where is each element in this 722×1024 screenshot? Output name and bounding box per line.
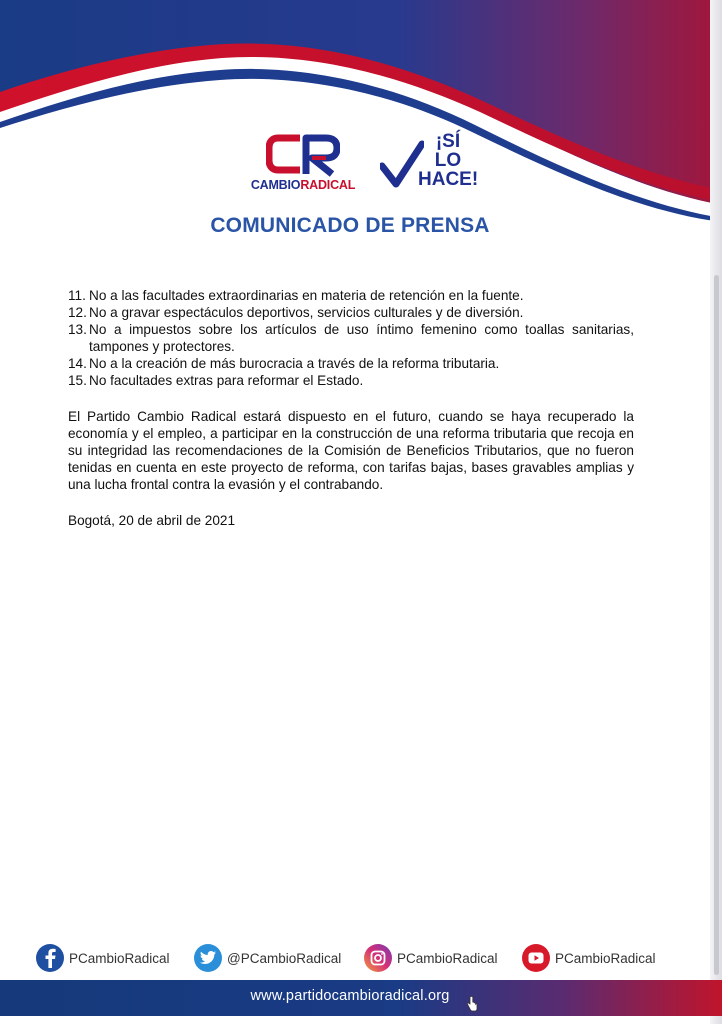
closing-paragraph: El Partido Cambio Radical estará dispuesto en el futuro, cuando se haya recuperado la economía y el empleo, a participar en la construcción de una reforma tributaria que recoja en su integridad las recomendaciones de la Comisión de Beneficios Tributarios, que no fueron tenidas en cuenta en este proyecto de reforma, con tarifas bajas, bases gravables amplias y una lucha frontal contra la evasión y el contrabando. bbox=[68, 409, 634, 492]
facebook-link[interactable] bbox=[36, 941, 170, 975]
page-title: COMUNICADO DE PRENSA bbox=[210, 214, 490, 237]
instagram-icon bbox=[364, 944, 392, 972]
logo-wordmark bbox=[238, 178, 368, 192]
twitter-link[interactable] bbox=[194, 941, 341, 975]
item-text: No facultades extras para reformar el Estado. bbox=[89, 373, 364, 388]
item-text: No a la creación de más burocracia a través de la reforma tributaria. bbox=[89, 356, 500, 371]
instagram-link[interactable] bbox=[364, 941, 498, 975]
list-item bbox=[68, 287, 634, 304]
instagram-handle: PCambioRadical bbox=[397, 950, 498, 966]
logo-cambio-text: CAMBIO bbox=[250, 178, 301, 192]
slogan-text bbox=[418, 132, 478, 189]
twitter-icon bbox=[194, 944, 222, 972]
item-number: 12. bbox=[68, 305, 87, 320]
slogan-line-1: ¡SÍ bbox=[435, 131, 461, 152]
slogan-line-2: LO bbox=[434, 150, 462, 171]
list-item bbox=[68, 304, 634, 321]
youtube-icon bbox=[522, 944, 550, 972]
twitter-handle: @PCambioRadical bbox=[227, 950, 342, 966]
item-number: 15. bbox=[68, 373, 87, 388]
facebook-handle: PCambioRadical bbox=[69, 950, 170, 966]
cr-logo-icon bbox=[266, 130, 340, 178]
scrollbar[interactable] bbox=[714, 275, 719, 975]
si-lo-hace-slogan bbox=[380, 131, 479, 202]
hand-cursor-icon bbox=[466, 996, 478, 1012]
list-item bbox=[68, 372, 634, 389]
youtube-link[interactable] bbox=[522, 941, 656, 975]
social-links-bar bbox=[36, 941, 676, 975]
demands-list bbox=[68, 287, 634, 389]
slogan-line-3: HACE! bbox=[418, 169, 479, 190]
cambio-radical-logo bbox=[238, 130, 368, 200]
item-text: No a las facultades extraordinarias en materia de retención en la fuente. bbox=[89, 288, 524, 303]
website-link[interactable]: www.partidocambioradical.org bbox=[250, 988, 450, 1004]
document-body bbox=[68, 287, 634, 529]
item-text: No a gravar espectáculos deportivos, servicios culturales y de diversión. bbox=[89, 305, 524, 320]
item-number: 13. bbox=[68, 322, 87, 337]
logo-radical-text: RADICAL bbox=[300, 178, 356, 192]
item-number: 11. bbox=[68, 288, 86, 303]
item-text: No a impuestos sobre los artículos de uso íntimo femenino como toallas sanitarias, tampones y protectores. bbox=[89, 322, 634, 354]
list-item bbox=[68, 321, 634, 355]
date-line: Bogotá, 20 de abril de 2021 bbox=[68, 513, 236, 528]
facebook-icon bbox=[36, 944, 64, 972]
list-item bbox=[68, 355, 634, 372]
youtube-handle: PCambioRadical bbox=[555, 950, 656, 966]
item-number: 14. bbox=[68, 356, 87, 371]
